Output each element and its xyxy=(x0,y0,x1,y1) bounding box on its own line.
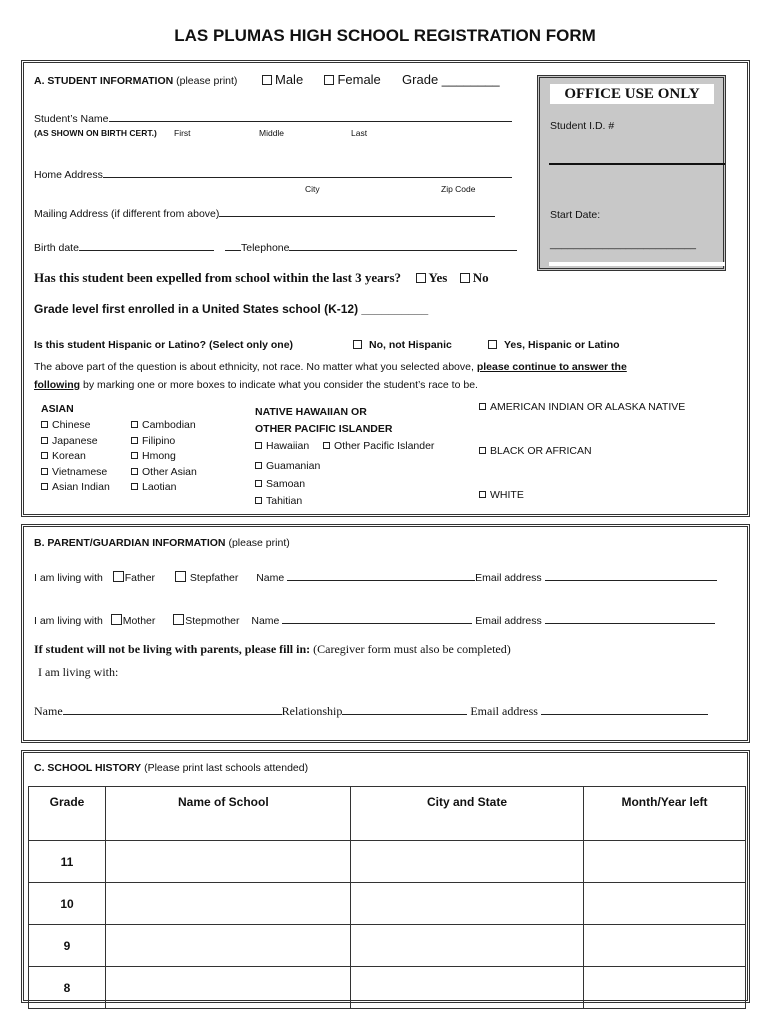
table-row xyxy=(29,841,746,883)
race-checkbox[interactable]: Guamanian xyxy=(255,458,320,476)
city-label: City xyxy=(305,184,320,194)
gender-options xyxy=(262,72,500,87)
nhopi-row-1 xyxy=(255,440,434,452)
city-state-cell[interactable] xyxy=(351,883,584,925)
grade-first-enrolled-field[interactable]: Grade level first enrolled in a United States school (K-12) __________ xyxy=(34,302,429,316)
mother-row: I am living with Mother Stepmother Name Email address xyxy=(34,612,715,627)
father-checkbox[interactable]: Father xyxy=(113,572,155,584)
column-header-school-name: Name of School xyxy=(106,787,351,841)
grade-cell: 9 xyxy=(29,925,106,967)
start-date-label: Start Date: xyxy=(550,209,601,221)
form-title: LAS PLUMAS HIGH SCHOOL REGISTRATION FORM xyxy=(174,26,596,45)
table-header-row xyxy=(29,787,746,841)
table-row xyxy=(29,925,746,967)
expelled-yes-checkbox[interactable]: Yes xyxy=(416,270,448,285)
school-history-table xyxy=(28,786,746,1009)
school-name-cell[interactable] xyxy=(106,883,351,925)
section-b-heading: B. PARENT/GUARDIAN INFORMATION (please print) xyxy=(34,537,290,549)
race-checkbox[interactable]: Laotian xyxy=(131,480,197,496)
race-checkbox[interactable]: Vietnamese xyxy=(41,465,110,481)
expelled-no-checkbox[interactable]: No xyxy=(460,270,489,285)
mother-email-field[interactable]: Email address xyxy=(475,615,714,627)
as-shown-note: (AS SHOWN ON BIRTH CERT.) xyxy=(34,128,157,138)
column-header-grade: Grade xyxy=(29,787,106,841)
mother-checkbox[interactable]: Mother xyxy=(111,615,156,627)
asian-heading: ASIAN xyxy=(41,403,74,415)
office-box-bottom-bar xyxy=(549,262,725,266)
student-id-line[interactable] xyxy=(549,163,725,165)
race-checkbox[interactable]: Other Asian xyxy=(131,465,197,481)
nhopi-column xyxy=(255,458,320,511)
grade-field[interactable]: Grade ________ xyxy=(402,72,500,87)
column-header-city-state: City and State xyxy=(351,787,584,841)
race-checkbox[interactable]: Filipino xyxy=(131,434,197,450)
column-header-month-year: Month/Year left xyxy=(584,787,746,841)
male-checkbox[interactable]: Male xyxy=(262,72,303,87)
ethnicity-note-line1: The above part of the question is about ethnicity, not race. No matter what you selected above, please continue to answer the xyxy=(34,361,627,373)
not-hispanic-checkbox[interactable]: No, not Hispanic xyxy=(353,339,452,351)
race-checkbox[interactable]: Hmong xyxy=(131,449,197,465)
caregiver-email-field[interactable]: Email address xyxy=(470,704,708,718)
female-checkbox[interactable]: Female xyxy=(324,72,380,87)
telephone-field[interactable]: Telephone xyxy=(225,239,517,254)
race-checkbox[interactable]: Cambodian xyxy=(131,418,197,434)
yes-hispanic-checkbox[interactable]: Yes, Hispanic or Latino xyxy=(488,339,620,351)
city-state-cell[interactable] xyxy=(351,841,584,883)
middle-name-label: Middle xyxy=(259,128,285,138)
city-state-cell[interactable] xyxy=(351,925,584,967)
mother-name-field[interactable]: Name xyxy=(251,615,472,627)
race-checkbox[interactable]: Asian Indian xyxy=(41,480,110,496)
school-name-cell[interactable] xyxy=(106,841,351,883)
student-id-label: Student I.D. # xyxy=(550,120,615,132)
stepfather-checkbox[interactable]: Stepfather xyxy=(175,572,238,584)
month-year-cell[interactable] xyxy=(584,925,746,967)
caregiver-instruction: If student will not be living with parents, please fill in: (Caregiver form must also be completed) xyxy=(34,642,511,656)
caregiver-name-field[interactable]: Name xyxy=(34,704,282,718)
home-address-field[interactable]: Home Address xyxy=(34,166,512,181)
father-row: I am living with Father Stepfather Name Email address xyxy=(34,569,717,584)
first-name-label: First xyxy=(174,128,191,138)
hispanic-question: Is this student Hispanic or Latino? (Select only one) xyxy=(34,339,294,351)
expelled-question: Has this student been expelled from school within the last 3 years? Yes No xyxy=(34,270,489,285)
office-use-heading: OFFICE USE ONLY xyxy=(550,84,714,104)
month-year-cell[interactable] xyxy=(584,883,746,925)
grade-cell: 8 xyxy=(29,967,106,1009)
race-checkbox[interactable]: Chinese xyxy=(41,418,110,434)
table-row xyxy=(29,967,746,1009)
asian-column-1 xyxy=(41,418,110,496)
race-checkbox[interactable]: Samoan xyxy=(255,476,320,494)
school-name-cell[interactable] xyxy=(106,967,351,1009)
nhopi-heading: NATIVE HAWAIIAN OR OTHER PACIFIC ISLANDER xyxy=(255,406,393,435)
city-state-cell[interactable] xyxy=(351,967,584,1009)
asian-column-2 xyxy=(131,418,197,496)
father-name-field[interactable]: Name xyxy=(256,572,475,584)
birth-date-field[interactable]: Birth date xyxy=(34,239,214,254)
zip-label: Zip Code xyxy=(441,184,476,194)
office-use-box xyxy=(537,75,726,271)
start-date-line[interactable]: _________________________ xyxy=(550,238,696,250)
race-checkbox-american-indian[interactable]: AMERICAN INDIAN OR ALASKA NATIVE xyxy=(479,401,685,413)
last-name-label: Last xyxy=(351,128,368,138)
race-checkbox[interactable]: Hawaiian xyxy=(255,440,309,452)
father-email-field[interactable]: Email address xyxy=(475,572,716,584)
ethnicity-note-line2: following by marking one or more boxes to indicate what you consider the student’s race to be. xyxy=(34,379,478,391)
section-a-heading: A. STUDENT INFORMATION (please print) xyxy=(34,75,238,87)
caregiver-living-with-label: I am living with: xyxy=(38,665,119,679)
race-checkbox-black[interactable]: BLACK OR AFRICAN xyxy=(479,445,592,457)
grade-cell: 11 xyxy=(29,841,106,883)
mailing-address-field[interactable]: Mailing Address (if different from above) xyxy=(34,205,495,220)
section-c-heading: C. SCHOOL HISTORY (Please print last schools attended) xyxy=(34,762,309,774)
caregiver-relationship-field[interactable]: Relationship xyxy=(282,704,468,718)
race-checkbox[interactable]: Tahitian xyxy=(255,493,320,511)
school-name-cell[interactable] xyxy=(106,925,351,967)
race-checkbox-white[interactable]: WHITE xyxy=(479,489,524,501)
caregiver-row xyxy=(34,703,708,719)
stepmother-checkbox[interactable]: Stepmother xyxy=(173,615,239,627)
race-checkbox[interactable]: Korean xyxy=(41,449,110,465)
grade-cell: 10 xyxy=(29,883,106,925)
month-year-cell[interactable] xyxy=(584,841,746,883)
student-name-field[interactable]: Student’s Name xyxy=(34,110,512,125)
month-year-cell[interactable] xyxy=(584,967,746,1009)
table-row xyxy=(29,883,746,925)
race-checkbox[interactable]: Other Pacific Islander xyxy=(323,440,434,452)
race-checkbox[interactable]: Japanese xyxy=(41,434,110,450)
